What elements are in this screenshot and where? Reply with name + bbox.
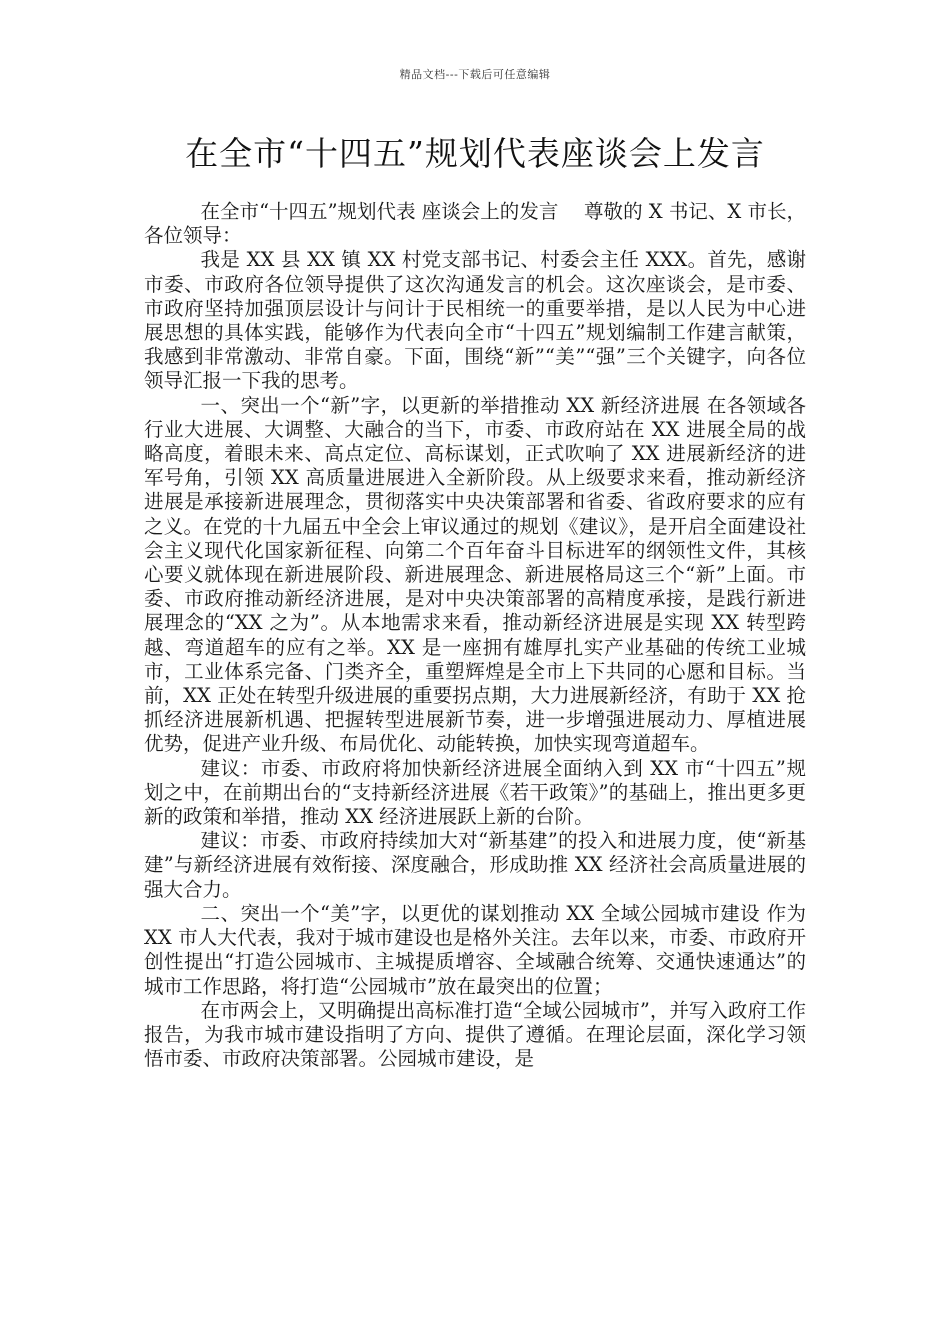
paragraph-introduction: 我是 XX 县 XX 镇 XX 村党支部书记、村委会主任 XXX。首先，感谢市委、市政府各位领导提供了这次沟通发言的机会。这次座谈会，是市委、市政府坚持加强顶层设计与问计于民相统一的重要举措，是以人民为中心进展思想的具体实践，能够作为代表向全市“十四五”规划编制工作建言献策，我感到非常激动、非常自豪。下面，围绕“新”“美”“强”三个关键字，向各位领导汇报一下我的思考。 xyxy=(144,248,806,393)
paragraph-salutation: 在全市“十四五”规划代表 座谈会上的发言 尊敬的 X 书记、X 市长，各位领导： xyxy=(144,200,806,248)
paragraph-continuation: 在市两会上，又明确提出高标准打造“全域公园城市”，并写入政府工作报告，为我市城市建设指明了方向、提供了遵循。在理论层面，深化学习领悟市委、市政府决策部署。公园城市建设，是 xyxy=(144,998,806,1071)
paragraph-suggestion-two: 建议：市委、市政府持续加大对“新基建”的投入和进展力度，使“新基建”与新经济进展有效衔接、深度融合，形成助推 XX 经济社会高质量进展的强大合力。 xyxy=(144,829,806,901)
document-body xyxy=(144,200,806,1071)
paragraph-section-one: 一、突出一个“新”字，以更新的举措推动 XX 新经济进展 在各领域各行业大进展、大调整、大融合的当下，市委、市政府站在 XX 进展全局的战略高度，着眼未来、高点定位、高标谋划，正式吹响了 XX 进展新经济的进军号角，引领 XX 高质量进展进入全新阶段。从上级要求来看，推动新经济进展是承接新进展理念，贯彻落实中央决策部署和省委、省政府要求的应有之义。在党的十九届五中全会上审议通过的规划《建议》，是开启全面建设社会主义现代化国家新征程、向第二个百年奋斗目标进军的纲领性文件，其核心要义就体现在新进展阶段、新进展理念、新进展格局这三个“新”上面。市委、市政府推动新经济进展，是对中央决策部署的高精度承接，是践行新进展理念的“XX 之为”。从本地需求来看，推动新经济进展是实现 XX 转型跨越、弯道超车的应有之举。XX 是一座拥有雄厚扎实产业基础的传统工业城市，工业体系完备、门类齐全，重塑辉煌是全市上下共同的心愿和目标。当前，XX 正处在转型升级进展的重要拐点期，大力进展新经济，有助于 XX 抢抓经济进展新机遇、把握转型进展新节奏，进一步增强进展动力、厚植进展优势，促进产业升级、布局优化、动能转换，加快实现弯道超车。 xyxy=(144,393,806,756)
header-note: 精品文档---下载后可任意编辑 xyxy=(399,68,551,81)
document-title: 在全市“十四五”规划代表座谈会上发言 xyxy=(185,134,765,173)
paragraph-section-two: 二、突出一个“美”字，以更优的谋划推动 XX 全域公园城市建设 作为 XX 市人大代表，我对于城市建设也是格外关注。去年以来，市委、市政府开创性提出“打造公园城市、主城提质增容、全域融合统筹、交通快速通达”的城市工作思路，将打造“公园城市”放在最突出的位置； xyxy=(144,901,806,998)
paragraph-suggestion-one: 建议：市委、市政府将加快新经济进展全面纳入到 XX 市“十四五”规划之中，在前期出台的“支持新经济进展《若干政策》”的基础上，推出更多更新的政策和举措，推动 XX 经济进展跃上新的台阶。 xyxy=(144,756,806,829)
